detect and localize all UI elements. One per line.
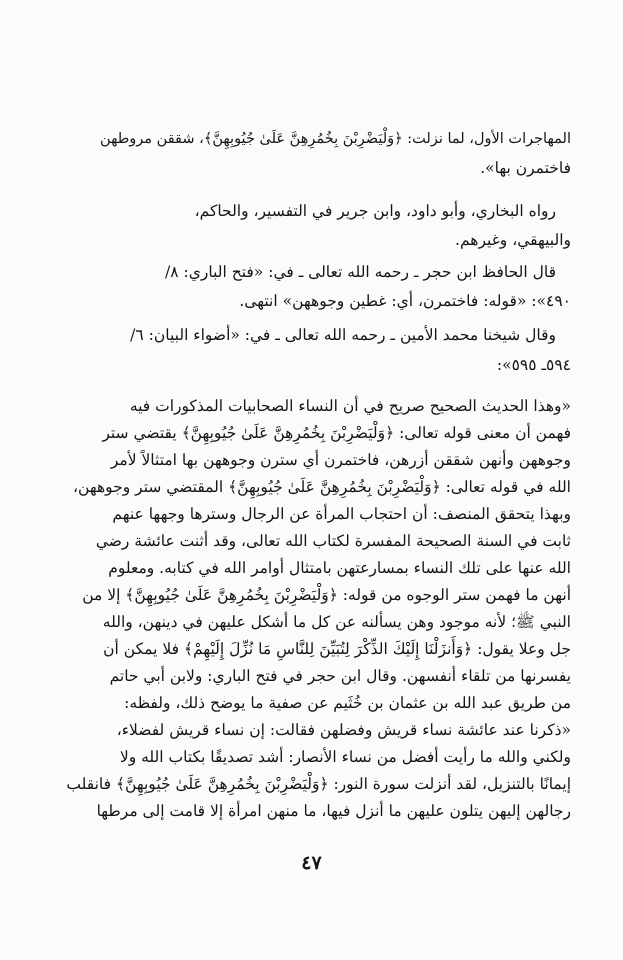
text-line: إيمانًا بالتنزيل، لقد أنزلت سورة النور: ﴿وَلْيَضْرِبْنَ بِخُمُرِهِنَّ عَلَىٰ جُيُوبِهِنَّ﴾ فانقلب — [66, 775, 571, 793]
text-line: المهاجرات الأول، لما نزلت: ﴿وَلْيَضْرِبْنَ بِخُمُرِهِنَّ عَلَىٰ جُيُوبِهِنَّ﴾، شققن مروطهن — [100, 131, 571, 147]
text-line: وجوههن وأنهن شققن أزرهن، فاختمرن أي سترن وجوههن بها امتثالاً لأمر — [110, 451, 571, 469]
text-line: رواه البخاري، وأبو داود، وابن جرير في التفسير، والحاكم، — [194, 202, 556, 220]
text-line: الله في قوله تعالى: ﴿وَلْيَضْرِبْنَ بِخُمُرِهِنَّ عَلَىٰ جُيُوبِهِنَّ﴾ المقتضي ستر وجوههن، — [73, 478, 571, 496]
text-line: أنهن ما فهمن ستر الوجوه من قوله: ﴿وَلْيَضْرِبْنَ بِخُمُرِهِنَّ عَلَىٰ جُيُوبِهِنَّ﴾ إلا من — [82, 586, 571, 604]
text-line: النبي ﷺ؛ لأنه موجود وهن يسألنه عن كل ما أشكل عليهن في دينهن، والله — [102, 613, 571, 631]
text-line: وقال شيخنا محمد الأمين ـ رحمه الله تعالى ـ في: «أضواء البيان: ٦/ — [130, 326, 556, 344]
text-line: من طريق عبد الله بن عثمان بن خُثَيم عن صفية ما يوضح ذلك، ولفظه: — [124, 694, 571, 712]
text-line: ٤٩٠»: «قوله: فاختمرن، أي: غطين وجوههن» انتهى. — [239, 292, 571, 310]
text-line: ٥٩٤ـ ٥٩٥»: — [496, 356, 571, 374]
text-line: وبهذا يتحقق المنصف: أن احتجاب المرأة عن الرجال وسترها وجهها عنهم — [112, 505, 571, 523]
text-line: يفسرنها من تلقاء أنفسهن. وقال ابن حجر في فتح الباري: ولابن أبي حاتم — [109, 667, 571, 685]
page-number: ٤٧ — [301, 852, 322, 874]
text-line: فاختمرن بها». — [480, 159, 571, 177]
text-line: ولكني والله ما رأيت أفضل من نساء الأنصار: أشد تصديقًا بكتاب الله ولا — [119, 748, 571, 766]
text-line: قال الحافظ ابن حجر ـ رحمه الله تعالى ـ في: «فتح الباري: ٨/ — [165, 263, 556, 281]
text-line: رجالهن إليهن يتلون عليهن ما أنزل فيها، ما منهن امرأة إلا قامت إلى مرطها — [96, 802, 571, 820]
text-line: «وهذا الحديث الصحيح صريح في أن النساء الصحابيات المذكورات فيه — [129, 397, 571, 415]
text-line: فهمن أن معنى قوله تعالى: ﴿وَلْيَضْرِبْنَ بِخُمُرِهِنَّ عَلَىٰ جُيُوبِهِنَّ﴾ يقتضي ستر — [102, 424, 571, 442]
text-line: الله عنها على تلك النساء بمسارعتهن بامتثال أوامر الله في كتابه. ومعلوم — [108, 559, 571, 577]
text-line: جل وعلا يقول: ﴿وَأَنزَلْنَا إِلَيْكَ الذِّكْرَ لِتُبَيِّنَ لِلنَّاسِ مَا نُزِّلَ إِلَيْهِمْ﴾ فلا يمكن أن — [103, 640, 571, 658]
text-line: والبيهقي، وغيرهم. — [455, 231, 571, 249]
text-line: ثابت في السنة الصحيحة المفسرة لكتاب الله تعالى، وقد أثنت عائشة رضي — [95, 532, 571, 550]
text-line: «ذكرنا عند عائشة نساء قريش وفضلهن فقالت: إن نساء قريش لفضلاء، — [116, 721, 571, 739]
